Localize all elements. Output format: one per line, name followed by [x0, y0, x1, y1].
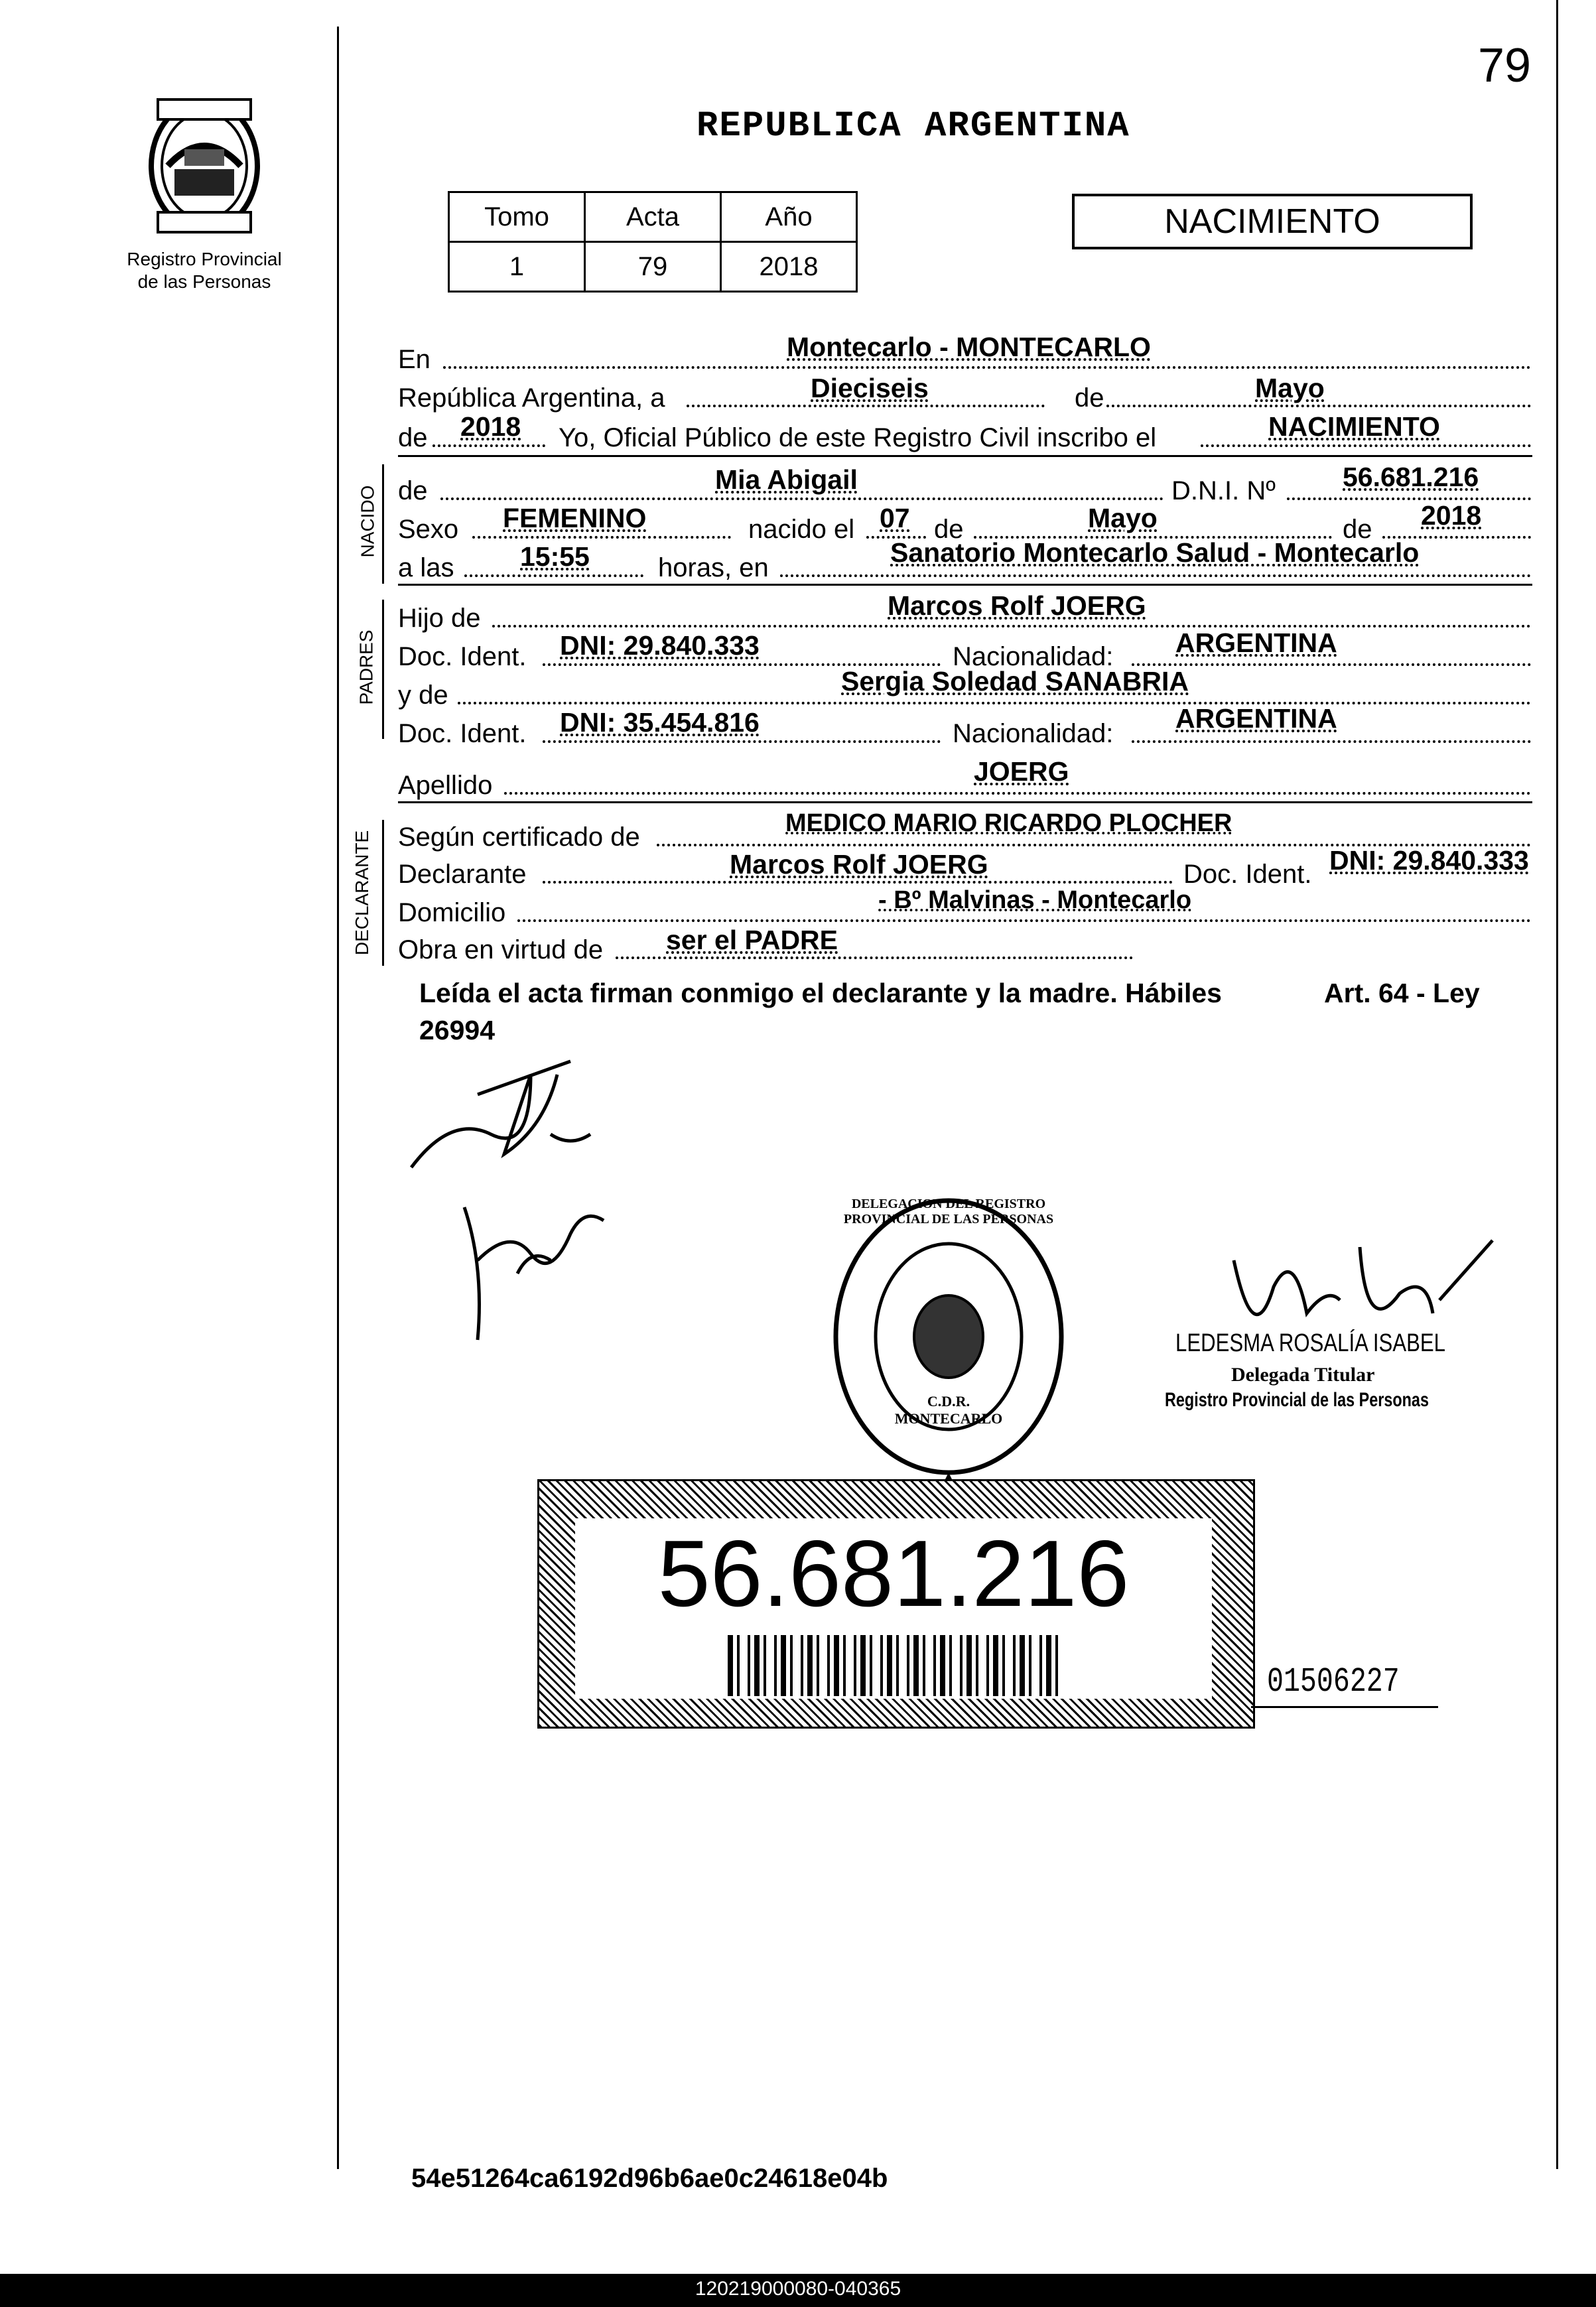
name-label: de	[398, 476, 428, 505]
birth-year: 2018	[1421, 500, 1482, 531]
father-doc: DNI: 29.840.333	[560, 630, 760, 661]
de-label: de	[398, 423, 428, 452]
nacido-label: nacido el	[748, 515, 855, 544]
logo-caption-line1: Registro Provincial	[127, 249, 282, 269]
certificado-label: Según certificado de	[398, 823, 640, 852]
declarante-doc-label: Doc. Ident.	[1183, 860, 1312, 889]
sticker-number: 56.681.216	[657, 1521, 1130, 1626]
closing-text: Leída el acta firman conmigo el declarante y la madre. Hábiles	[419, 978, 1222, 1008]
logo-caption	[111, 248, 297, 293]
record-table	[448, 191, 858, 293]
obra-label: Obra en virtud de	[398, 935, 604, 964]
de-label: de	[934, 515, 964, 544]
dots	[458, 702, 1531, 704]
page-title: REPUBLICA ARGENTINA	[697, 106, 1130, 147]
stamp-ring-text: DELEGACION DEL REGISTRO PROVINCIAL DE LAS PERSONAS	[843, 1197, 1054, 1226]
dots	[780, 574, 1531, 577]
birth-day: 07	[880, 503, 910, 533]
closing-law: Art. 64 - Ley	[1324, 978, 1480, 1008]
mother-signature	[438, 1167, 637, 1353]
mother-doc: DNI: 35.454.816	[560, 707, 760, 738]
mother-nationality: ARGENTINA	[1175, 703, 1337, 734]
domicilio-value: - Bº Malvinas - Montecarlo	[878, 886, 1192, 914]
dots	[492, 625, 1531, 627]
table-header-acta: Acta	[585, 192, 721, 242]
month-value: Mayo	[1255, 373, 1325, 403]
divider	[398, 801, 1532, 803]
father-name: Marcos Rolf JOERG	[888, 590, 1146, 621]
divider	[398, 584, 1532, 586]
dots	[543, 881, 1173, 884]
de-label: de	[1075, 383, 1104, 413]
dni-label: D.N.I. Nº	[1171, 476, 1276, 505]
stamp-inner-text: C.D.R. MONTECARLO	[894, 1393, 1003, 1427]
yde-label: y de	[398, 681, 448, 710]
declarante-label: Declarante	[398, 860, 527, 889]
dots	[472, 536, 731, 539]
dots	[687, 405, 1045, 407]
official-text: Yo, Oficial Público de este Registro Civil inscribo el	[559, 423, 1157, 452]
table-value-tomo: 1	[449, 242, 585, 292]
father-nationality: ARGENTINA	[1175, 627, 1337, 658]
en-value: Montecarlo - MONTECARLO	[787, 332, 1151, 362]
dots	[543, 740, 941, 743]
section-bar	[382, 600, 384, 739]
record-type: NACIMIENTO	[1164, 202, 1380, 241]
birth-month: Mayo	[1088, 503, 1158, 533]
domicilio-label: Domicilio	[398, 898, 506, 927]
padres-section-label: PADRES	[356, 629, 377, 705]
declarante-value: Marcos Rolf JOERG	[730, 849, 988, 880]
de-label: de	[1343, 515, 1372, 544]
table-value-ano: 2018	[721, 242, 857, 292]
place-value: Sanatorio Montecarlo Salud - Montecarlo	[890, 537, 1420, 568]
sexo-label: Sexo	[398, 515, 459, 544]
dots	[1201, 444, 1531, 447]
dots	[432, 444, 545, 447]
time-value: 15:55	[520, 541, 590, 572]
footer-code: 120219000080-040365	[695, 2278, 901, 2300]
apellido-value: JOERG	[974, 756, 1069, 787]
dots	[1287, 497, 1531, 500]
dots	[504, 792, 1531, 795]
declarante-doc: DNI: 29.840.333	[1329, 845, 1529, 876]
right-margin-line	[1556, 0, 1558, 2169]
father-doc-label: Doc. Ident.	[398, 642, 527, 671]
section-bar	[382, 464, 384, 584]
certificado-value: MEDICO MARIO RICARDO PLOCHER	[785, 809, 1232, 837]
republica-label: República Argentina, a	[398, 383, 665, 413]
mother-doc-label: Doc. Ident.	[398, 719, 527, 748]
time-label: a las	[398, 553, 454, 582]
dots	[1106, 405, 1531, 407]
registrar-office: Registro Provincial de las Personas	[1165, 1389, 1429, 1411]
document-hash: 54e51264ca6192d96b6ae0c24618e04b	[411, 2164, 888, 2193]
hijo-label: Hijo de	[398, 604, 481, 633]
nacido-section-label: NACIDO	[357, 485, 378, 558]
serial-underline	[1251, 1706, 1438, 1708]
page-number: 79	[1478, 39, 1532, 92]
day-value: Dieciseis	[811, 373, 929, 403]
mother-name: Sergia Soledad SANABRIA	[841, 666, 1189, 696]
record-type-box	[1072, 194, 1473, 249]
year-value: 2018	[460, 411, 521, 442]
en-label: En	[398, 345, 431, 374]
dots	[517, 919, 1531, 922]
dots	[616, 956, 1133, 959]
dots	[440, 497, 1164, 500]
sticker-inner	[575, 1518, 1212, 1699]
id-sticker	[537, 1479, 1255, 1729]
dots	[1132, 740, 1531, 743]
father-nationality-label: Nacionalidad:	[953, 642, 1114, 671]
divider	[398, 455, 1532, 457]
apellido-label: Apellido	[398, 771, 493, 800]
registrar-name: LEDESMA ROSALÍA ISABEL	[1175, 1329, 1446, 1357]
sexo-value: FEMENINO	[503, 503, 647, 533]
registrar-title: Delegada Titular	[1231, 1364, 1375, 1386]
barcode	[728, 1635, 1059, 1696]
section-bar	[382, 820, 384, 966]
sticker-serial: 01506227	[1267, 1662, 1400, 1701]
closing-law-number: 26994	[419, 1015, 496, 1045]
dots	[464, 574, 643, 577]
name-value: Mia Abigail	[715, 464, 858, 495]
declarante-section-label: DECLARANTE	[352, 830, 373, 956]
table-header-ano: Año	[721, 192, 857, 242]
mother-nationality-label: Nacionalidad:	[953, 719, 1114, 748]
province-logo	[138, 86, 271, 239]
horas-label: horas, en	[658, 553, 769, 582]
left-margin-line	[337, 27, 339, 2169]
table-header-tomo: Tomo	[449, 192, 585, 242]
dots	[1132, 663, 1531, 666]
table-value-acta: 79	[585, 242, 721, 292]
logo-caption-line2: de las Personas	[137, 271, 271, 292]
footer-bar	[0, 2274, 1596, 2307]
obra-value: ser el PADRE	[666, 925, 838, 955]
dots	[443, 366, 1531, 369]
inscribe-value: NACIMIENTO	[1268, 411, 1440, 442]
dni-value: 56.681.216	[1343, 462, 1479, 492]
official-stamp	[829, 1194, 1068, 1486]
